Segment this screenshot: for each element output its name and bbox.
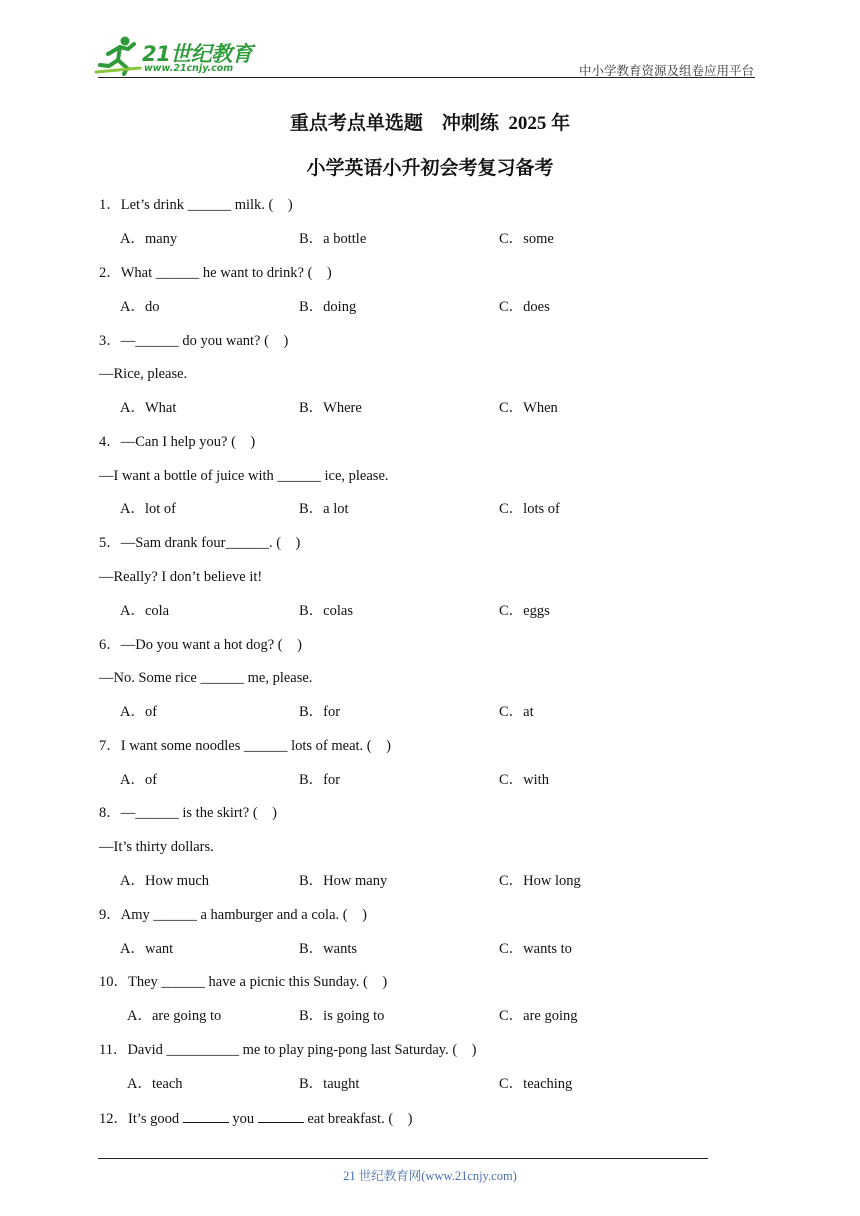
question-dialogue: —I want a bottle of juice with ______ ice, please. — [99, 468, 389, 484]
option-a: A．of — [120, 704, 158, 720]
answer-blank — [258, 1111, 304, 1123]
page-header — [0, 0, 860, 80]
option-c: C．does — [499, 299, 550, 315]
option-c: C．are going — [499, 1008, 578, 1024]
option-a: A．What — [120, 400, 177, 416]
option-c: C．wants to — [499, 941, 572, 957]
question-text: 2．What ______ he want to drink? ( ) — [99, 265, 332, 281]
option-a: A．cola — [120, 603, 170, 619]
question-text: 3．—______ do you want? ( ) — [99, 333, 289, 349]
page-subtitle: 小学英语小升初会考复习备考 — [306, 158, 554, 179]
option-b: B．a bottle — [299, 231, 367, 247]
footer-divider — [98, 1158, 708, 1159]
question-text: 10．They ______ have a picnic this Sunday. ( ) — [99, 974, 388, 990]
question-text: 9．Amy ______ a hamburger and a cola. ( ) — [99, 907, 367, 923]
option-b: B．Where — [299, 400, 362, 416]
option-a: A．How much — [120, 873, 210, 889]
option-a: A．teach — [127, 1076, 183, 1092]
option-c: C．When — [499, 400, 558, 416]
option-c: C．lots of — [499, 501, 560, 517]
option-b: B．taught — [299, 1076, 360, 1092]
option-c: C．teaching — [499, 1076, 573, 1092]
option-a: A．do — [120, 299, 160, 315]
question-part: eat breakfast. ( ) — [303, 1111, 413, 1127]
question-text: 1．Let’s drink ______ milk. ( ) — [99, 197, 293, 213]
option-b: B．a lot — [299, 501, 349, 517]
page-title: 重点考点单选题 冲刺练 2025 年 — [289, 113, 571, 134]
question-text: 8．—______ is the skirt? ( ) — [99, 805, 278, 821]
question-text: 11．David __________ me to play ping-pong last Saturday. ( ) — [99, 1042, 477, 1058]
platform-name: 中小学教育资源及组卷应用平台 — [578, 64, 754, 78]
option-b: B．wants — [299, 941, 357, 957]
option-a: A．lot of — [120, 501, 176, 517]
option-b: B．colas — [299, 603, 353, 619]
site-logo — [94, 34, 264, 78]
question-dialogue: —It’s thirty dollars. — [99, 839, 214, 855]
header-divider — [98, 77, 755, 78]
option-a: A．are going to — [127, 1008, 222, 1024]
footer-text: 21 世纪教育网(www.21cnjy.com) — [343, 1169, 517, 1183]
option-b: B．for — [299, 772, 341, 788]
option-a: A．of — [120, 772, 158, 788]
option-b: B．How many — [299, 873, 388, 889]
option-c: C．with — [499, 772, 549, 788]
question-part: you — [228, 1111, 258, 1127]
option-c: C．eggs — [499, 603, 550, 619]
option-b: B．doing — [299, 299, 357, 315]
option-a: A．want — [120, 941, 174, 957]
answer-blank — [183, 1111, 229, 1123]
logo-text: 21世纪教育 — [142, 42, 253, 66]
question-text — [99, 1111, 412, 1127]
option-b: B．for — [299, 704, 341, 720]
question-text: 5．—Sam drank four______. ( ) — [99, 535, 301, 551]
question-dialogue: —No. Some rice ______ me, please. — [99, 670, 313, 686]
question-text: 7．I want some noodles ______ lots of meat. ( ) — [99, 738, 391, 754]
question-text: 6．—Do you want a hot dog? ( ) — [99, 637, 302, 653]
runner-logo-icon — [94, 34, 142, 76]
option-b: B．is going to — [299, 1008, 385, 1024]
question-dialogue: —Really? I don’t believe it! — [99, 569, 263, 585]
question-dialogue: —Rice, please. — [99, 366, 188, 382]
logo-url: www.21cnjy.com — [144, 63, 234, 74]
option-c: C．at — [499, 704, 534, 720]
option-c: C．How long — [499, 873, 581, 889]
question-text: 4．—Can I help you? ( ) — [99, 434, 256, 450]
question-part: 12．It’s good — [99, 1111, 183, 1127]
option-c: C．some — [499, 231, 554, 247]
option-a: A．many — [120, 231, 178, 247]
